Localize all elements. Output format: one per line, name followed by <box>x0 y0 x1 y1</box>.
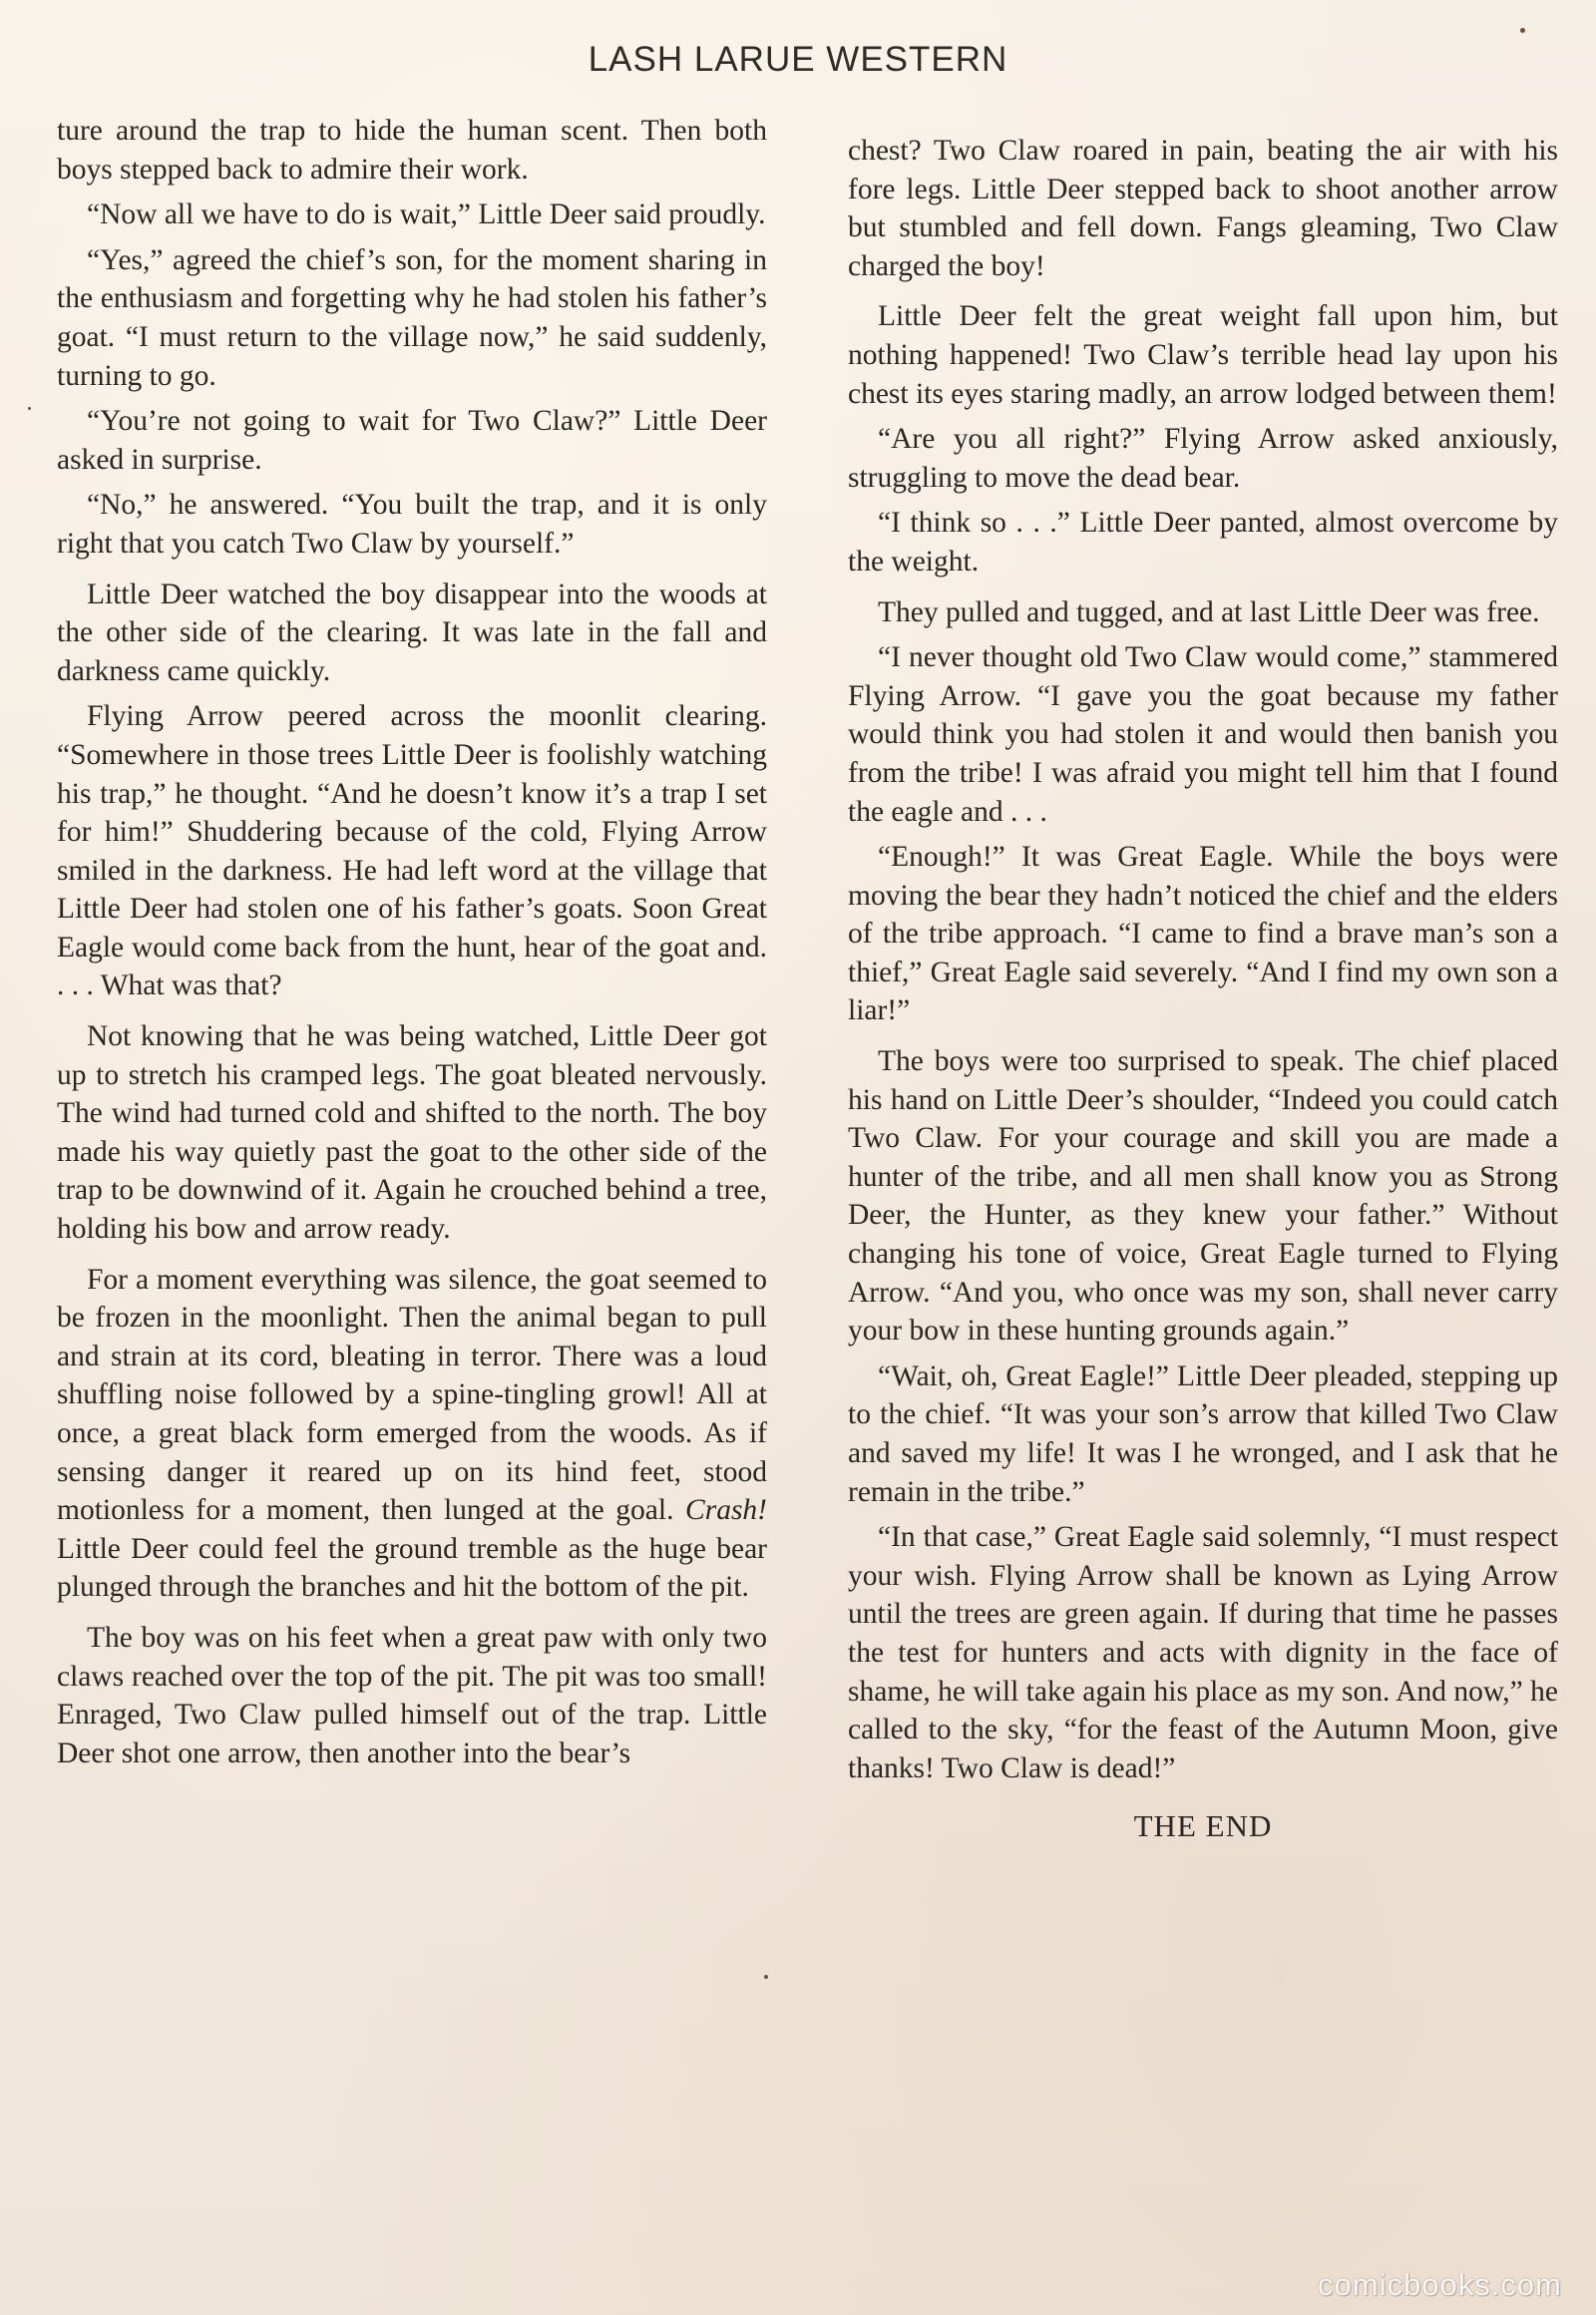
paragraph: “Now all we have to do is wait,” Little Deer said proudly. <box>87 198 766 231</box>
paragraph: chest? Two Claw roared in pain, beating the air with his fore legs. Little Deer stepped back to shoot another arrow but stumbled and fell down. Fangs gleaming, Two Claw charged the boy! <box>848 135 1558 282</box>
paragraph: ture around the trap to hide the human scent. Then both boys stepped back to admire their work. <box>57 115 767 186</box>
paragraph: They pulled and tugged, and at last Little Deer was free. <box>878 595 1540 628</box>
paragraph-text: Little Deer could feel the ground tremble as the huge bear plunged through the branches and hit the bottom of the pit. <box>57 1532 767 1604</box>
paragraph: Little Deer watched the boy disappear into the woods at the other side of the clearing. It was late in the fall and darkness came quickly. <box>57 578 767 687</box>
paragraph: “You’re not going to wait for Two Claw?” Little Deer asked in surprise. <box>57 405 767 476</box>
paragraph: Flying Arrow peered across the moonlit clearing. “Somewhere in those trees Little Deer is foolishly watching his trap,” he thought. “And he doesn’t know it’s a trap I set for him!” Shuddering because of the cold, Flying Arrow smiled in the darkness. He had left word at the village that Little Deer had stolen one of his father’s goats. Soon Great Eagle would come back from the hunt, hear of the goat and. . . . What was that? <box>57 700 767 1002</box>
the-end-label: THE END <box>1133 1808 1273 1844</box>
paragraph: “In that case,” Great Eagle said solemnly, “I must respect your wish. Flying Arrow shall be known as Lying Arrow until the trees are green again. If during that time he passes the test for hunters and acts with dignity in the face of shame, he will take again his place as my son. And now,” he called to the sky, “for the feast of the Autumn Moon, give thanks! Two Claw is dead!” <box>848 1521 1558 1784</box>
page-header: LASH LARUE WESTERN <box>588 40 1008 79</box>
paragraph: “I think so . . .” Little Deer panted, almost overcome by the weight. <box>848 507 1558 578</box>
watermark-logo: comicbooks.com <box>1318 2267 1562 2302</box>
paragraph: The boys were too surprised to speak. The chief placed his hand on Little Deer’s shoulder, “Indeed you could catch Two Claw. For your courage and skill you are made a hunter of the tribe, and all men shall know you as Strong Deer, the Hunter, as they knew your father.” Without changing his tone of voice, Great Eagle turned to Flying Arrow. “And you, who once was my son, shall never carry your bow in these hunting grounds again.” <box>848 1045 1558 1348</box>
right-text-column <box>848 132 1558 1853</box>
ink-speck <box>28 407 31 410</box>
paragraph-text: For a moment everything was silence, the goat seemed to be frozen in the moonlight. Then the animal began to pull and strain at its cord, bleating in terror. There was a loud shuffling noise followed by a spine-tingling growl! All at once, a great black form emerged from the woods. As if sensing danger it reared up on its hind feet, stood motionless for a moment, then lunged at the goal. <box>57 1263 767 1527</box>
paragraph: Not knowing that he was being watched, Little Deer got up to stretch his cramped legs. The goat bleated nervously. The wind had turned cold and shifted to the north. The boy made his way quietly past the goat to the other side of the trap to be downwind of it. Again he crouched behind a tree, holding his bow and arrow ready. <box>57 1020 767 1246</box>
paragraph <box>57 1261 767 1607</box>
paragraph: “No,” he answered. “You built the trap, and it is only right that you catch Two Claw by yourself.” <box>57 489 767 560</box>
paragraph: “Enough!” It was Great Eagle. While the boys were moving the bear they hadn’t noticed the chief and the elders of the tribe approach. “I came to find a brave man’s son a thief,” Great Eagle said severely. “And I find my own son a liar!” <box>848 841 1558 1027</box>
paragraph: Little Deer felt the great weight fall upon him, but nothing happened! Two Claw’s terrible head lay upon his chest its eyes staring madly, an arrow lodged between them! <box>848 300 1558 410</box>
crash-emphasis: Crash! <box>685 1494 767 1527</box>
paragraph: “Are you all right?” Flying Arrow asked anxiously, struggling to move the dead bear. <box>848 423 1558 494</box>
paragraph: “I never thought old Two Claw would come,” stammered Flying Arrow. “I gave you the goat because my father would think you had stolen it and would then banish you from the tribe! I was afraid you might tell him that I found the eagle and . . . <box>848 641 1558 828</box>
ink-speck <box>764 1975 768 1979</box>
paragraph: “Yes,” agreed the chief’s son, for the moment sharing in the enthusiasm and forgetting why he had stolen his father’s goat. “I must return to the village now,” he said suddenly, turning to go. <box>57 243 767 392</box>
paragraph: “Wait, oh, Great Eagle!” Little Deer pleaded, stepping up to the chief. “It was your son’s arrow that killed Two Claw and saved my life! It was I he wronged, and I ask that he remain in the tribe.” <box>848 1359 1558 1508</box>
left-text-column <box>57 112 767 1779</box>
ink-speck <box>1520 28 1525 33</box>
paragraph: The boy was on his feet when a great paw with only two claws reached over the top of the pit. The pit was too small! Enraged, Two Claw pulled himself out of the trap. Little Deer shot one arrow, then another into the bear’s <box>57 1621 767 1769</box>
